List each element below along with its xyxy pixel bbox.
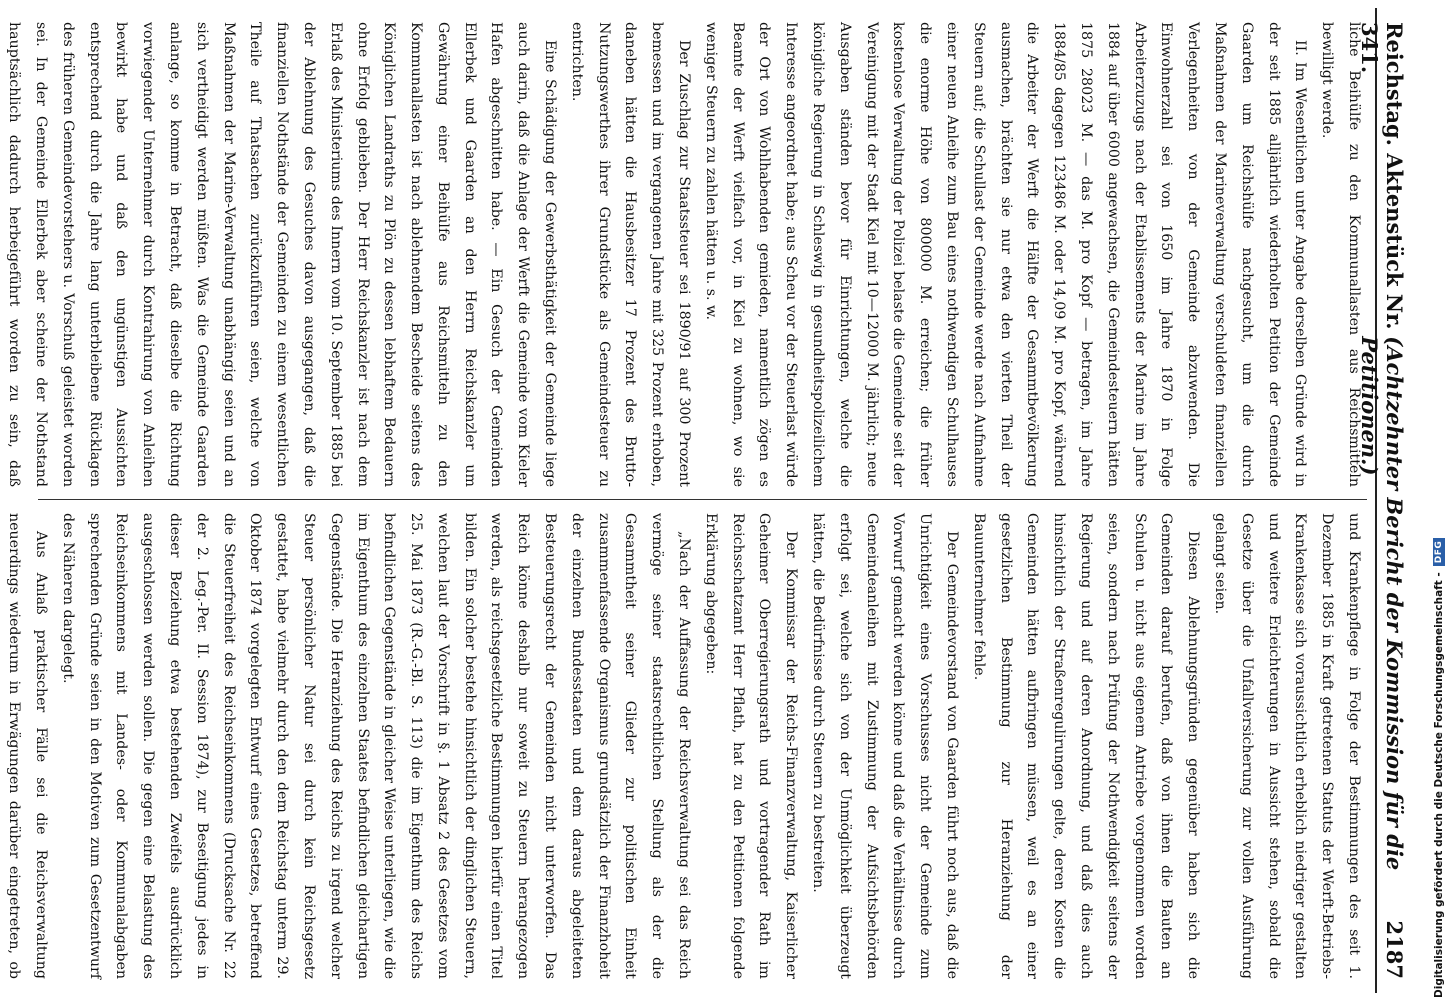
page-number: 2187 [1382,920,1407,979]
column-divider [38,499,1367,500]
digitization-strip [1405,0,1445,1000]
paragraph: liche Beihülfe zu den Kommunallasten aus Reichsmitteln bewilligt werde. [1319,22,1362,487]
paragraph: Diesen Ablehnungsgründen gegenüber haben sich die Gemeinden darauf berufen, daß von ihnen die Bauten an Schulen u. nicht aus eigenem Antriebe vorgenommen worden seien, sondern nach Prüfung der Nothwendigkeit seitens der Regierung und auf deren Anordnung, und daß dies auch hinsichtlich der Straßenregulirungen gelte, deren Kosten die Gemeinden hätten aufbringen müssen, weil es an einer gesetzlichen Bestimmung zur Heranziehung der Bauunternehmer fehle. [970,513,1202,979]
paragraph: Der Zuschlag zur Staatssteuer sei 1890/91 auf 300 Prozent bemessen und im vergangenen Jahre mit 325 Prozent erhoben, daneben hätten die Hausbesitzer 17 Prozent des Brutto-Nutzungswerthes ihrer Grundstücke als Gemeindesteuer zu entrichten. [568,22,693,487]
digitization-text: Digitalisierung gefördert durch die Deutsche Forschungsgemeinschaft - [1433,572,1445,998]
dfg-logo-icon: DFG [1433,538,1445,567]
left-column [6,22,1367,487]
paragraph: II. Im Wesentlichen unter Angabe derselben Gründe wird in der seit 1885 alljährlich wiederholten Petition der Gemeinde Gaarden um Reichshülfe nachgesucht, um die durch Maßnahmen der Marineverwaltung verschuldeten finanziellen Verlegenheiten von der Gemeinde abzuwenden. Die Einwohnerzahl sei von 1650 im Jahre 1870 in Folge Arbeiterzuzugs nach der Etablissements der Marine im Jahre 1884 auf über 6000 angewachsen, die Gemeindesteuern hätten 1875 28023 M. — das M. pro Kopf — betragen, im Jahre 1884/85 dagegen 123486 M. oder 14,09 M. pro Kopf, während die Arbeiter der Werft die Hälfte der Gesammtbevölkerung ausmachen, brächten sie nur etwa den vierten Theil der Steuern auf; die Schullast der Gemeinde werde nach Aufnahme einer neuen Anleihe zum Bau eines nothwendigen Schulhauses die enorme Höhe von 800000 M. erreichen; die früher kostenlose Verwaltung der Polizei belaste die Gemeinde seit der Vereinigung mit der Stadt Kiel mit 10—12000 M. jährlich; neue Ausgaben ständen bevor für Einrichtungen, welche die königliche Regierung in Schleswig in gesundheitspolizeilichem Interesse angeordnet habe; aus Scheu vor der Steuerlast würde der Ort von Wohlhabenden gemieden, namentlich zögen es Beamte der Werft vielfach vor, in Kiel zu wohnen, wo sie weniger Steuern zu zahlen hätten u. s. w. [702,22,1309,487]
header-left: Reichstag. Aktenstück Nr. 341. [1357,22,1407,330]
paragraph: Aus Anlaß praktischer Fälle sei die Reichsverwaltung neuerdings wiederum in Erwägungen darüber eingetreten, ob [6,513,49,979]
paragraph: „Nach der Auffassung der Reichsverwaltung sei das Reich vermöge seiner staatsrechtlichen Stellung als der die Gesammtheit seiner Glieder zur politischen Einheit zusammenfassende Organismus grundsätzlich der Finanzhoheit der einzelnen Bundesstaaten und dem daraus abgeleiteten Besteuerungsrecht der Gemeinden nicht unterworfen. Das Reich könne deshalb nur soweit zu Steuern herangezogen werden, als reichsgesetzliche Bestimmungen hierfür einen Titel bilden. Ein solcher bestehe hinsichtlich der dinglichen Steuern, welchen laut der Vorschrift in §. 1 Absatz 2 des Gesetzes vom 25. Mai 1873 (R.-G.-Bl. S. 113) die im Eigenthum des Reichs befindlichen Gegenstände in gleicher Weise unterliegen, wie die im Eigenthum des einzelnen Staates befindlichen gleichartigen Gegenstände. Die Heranziehung des Reichs zu irgend welcher Steuer persönlicher Natur sei durch kein Reichsgesetz gestattet, habe vielmehr durch den dem Reichstag unterm 29. Oktober 1874 vorgelegten Entwurf eines Gesetzes, betreffend die Steuerfreiheit des Reichseinkommens (Drucksache Nr. 22 der 2. Leg.-Per. II. Session 1874), zur Beseitigung jedes in dieser Beziehung etwa bestehenden Zweifels ausdrücklich ausgeschlossen werden sollen. Die gegen eine Belastung des Reichseinkommens mit Landes- oder Kommunalabgaben sprechenden Gründe seien in den Motiven zum Gesetzentwurf des Näheren dargelegt. [59,513,693,979]
running-head [1357,8,1407,993]
paragraph: Eine Schädigung der Gewerbsthätigkeit der Gemeinde liege auch darin, daß die Anlage der Werft die Gemeinde vom Kieler Hafen abgeschnitten habe. — Ein Gesuch der Gemeinden Ellerbek und Gaarden an den Herrn Reichskanzler um Gewährung einer Beihülfe aus Reichsmitteln zu den Kommunallasten ist nach ablehnendem Bescheide seitens des Königlichen Landraths zu Plön zu dessen lebhaftem Bedauern ohne Erfolg geblieben. Der Herr Reichskanzler ist nach dem Erlaß des Ministeriums des Innern vom 10. September 1885 bei der Ablehnung des Gesuches davon ausgegangen, daß die finanziellen Nothstände der Gemeinden zu einem wesentlichen Theile auf Thatsachen zurückzuführen seien, welche von Maßnahmen der Marine-Verwaltung unabhängig seien und an sich vertheidigt werden müßten. Was die Gemeinde Gaarden anlange, so komme in Betracht, daß dieselbe die Richtung vorwiegender Unternehmer durch Kontrahirung von Anleihen bewirkt habe und daß den ungünstigen Aussichten entsprechend durch die Jahre lang unterbleibene Rücklagen des früheren Gemeindevorstehers u. Vorschuß geleistet worden sei. In der Gemeinde Ellerbek aber scheine der Nothstand hauptsächlich dadurch herbeigeführt worden zu sein, daß [6,22,559,487]
paragraph: Der Gemeindevorstand von Gaarden führt noch aus, daß die Unrichtigkeit eines Vorschusses nicht der Gemeinde zum Vorwurf gemacht werden könne und daß die Verhältnisse durch Gemeindeanleihen mit Zustimmung der Aufsichtsbehörden erfolgt sei, welche sich von der Unmöglichkeit überzeugt hätten, die Bedürfnisse durch Steuern zu bestreiten. [810,513,961,979]
scanned-page [6,8,1415,993]
paragraph: und Krankenpflege in Folge der Bestimmungen des seit 1. Dezember 1885 in Kraft getretenen Statuts der Werft-Betriebs-Krankenkasse sich voraussichtlich erheblich niedriger gestalten und weitere Erleichterungen in Aussicht stehen, sobald die Gesetze über die Unfallversicherung zur vollen Ausführung gelangt seien. [1212,513,1362,979]
paragraph: Der Kommissar der Reichs-Finanzverwaltung, Kaiserlicher Geheimer Oberregierungsrath und vortragender Rath im Reichsschatzamt Herr Pflath, hat zu den Petitionen folgende Erklärung abgegeben: [702,513,800,979]
digitization-credit [1429,18,1449,998]
right-column [6,513,1367,979]
header-center: (Achtzehnter Bericht der Kommission für die Petitionen.) [1357,336,1407,871]
